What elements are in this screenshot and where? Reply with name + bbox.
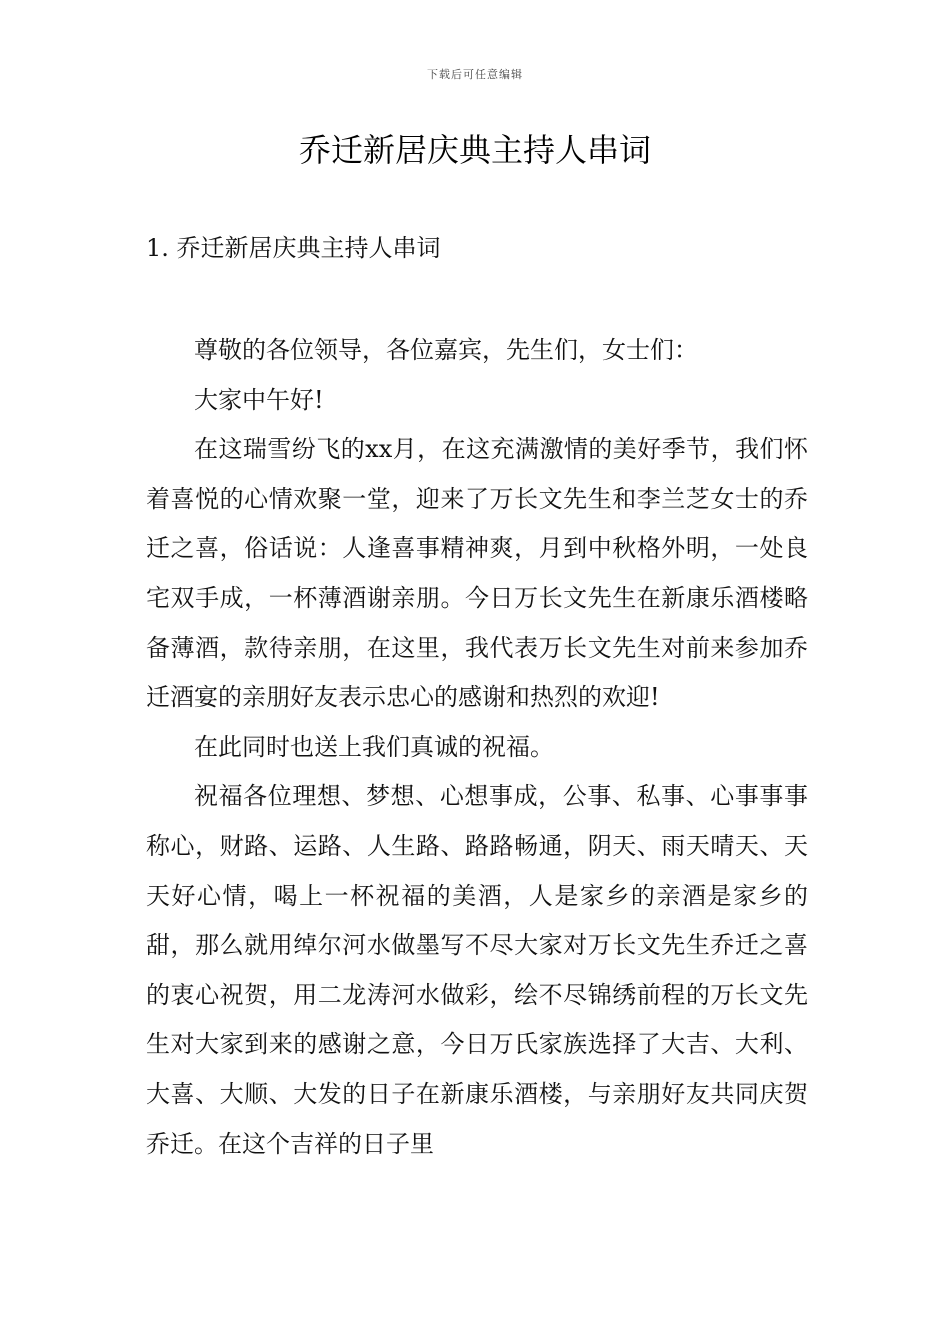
paragraph-salutation: 尊敬的各位领导，各位嘉宾，先生们，女士们： — [194, 336, 698, 364]
paragraph-greeting: 大家中午好! — [194, 385, 324, 414]
paragraph-opening: 在这瑞雪纷飞的xx月，在这充满激情的美好季节，我们怀着喜悦的心情欢聚一堂，迎来了万长文先生和李兰芝女士的乔迁之喜，俗话说：人逢喜事精神爽，月到中秋格外明，一处良宅双手成，一杯薄酒谢亲朋。今日万长文先生在新康乐酒楼略备薄酒，款待亲朋，在这里，我代表万长文先生对前来参加乔迁酒宴的亲朋好友表示忠心的感谢和热烈的欢迎! — [146, 435, 808, 712]
document-body — [146, 326, 808, 1169]
section-heading: 1. 乔迁新居庆典主持人串词 — [146, 234, 441, 262]
document-title: 乔迁新居庆典主持人串词 — [298, 131, 651, 169]
header-note: 下载后可任意编辑 — [427, 68, 523, 81]
paragraph-blessings: 祝福各位理想、梦想、心想事成，公事、私事、心事事事称心，财路、运路、人生路、路路畅通，阴天、雨天晴天、天天好心情，喝上一杯祝福的美酒，人是家乡的亲酒是家乡的甜，那么就用绰尔河水做墨写不尽大家对万长文先生乔迁之喜的衷心祝贺，用二龙涛河水做彩，绘不尽锦绣前程的万长文先生对大家到来的感谢之意，今日万氏家族选择了大吉、大利、大喜、大顺、大发的日子在新康乐酒楼，与亲朋好友共同庆贺乔迁。在这个吉祥的日子里 — [146, 782, 808, 1158]
paragraph-blessing-intro: 在此同时也送上我们真诚的祝福。 — [194, 732, 554, 761]
